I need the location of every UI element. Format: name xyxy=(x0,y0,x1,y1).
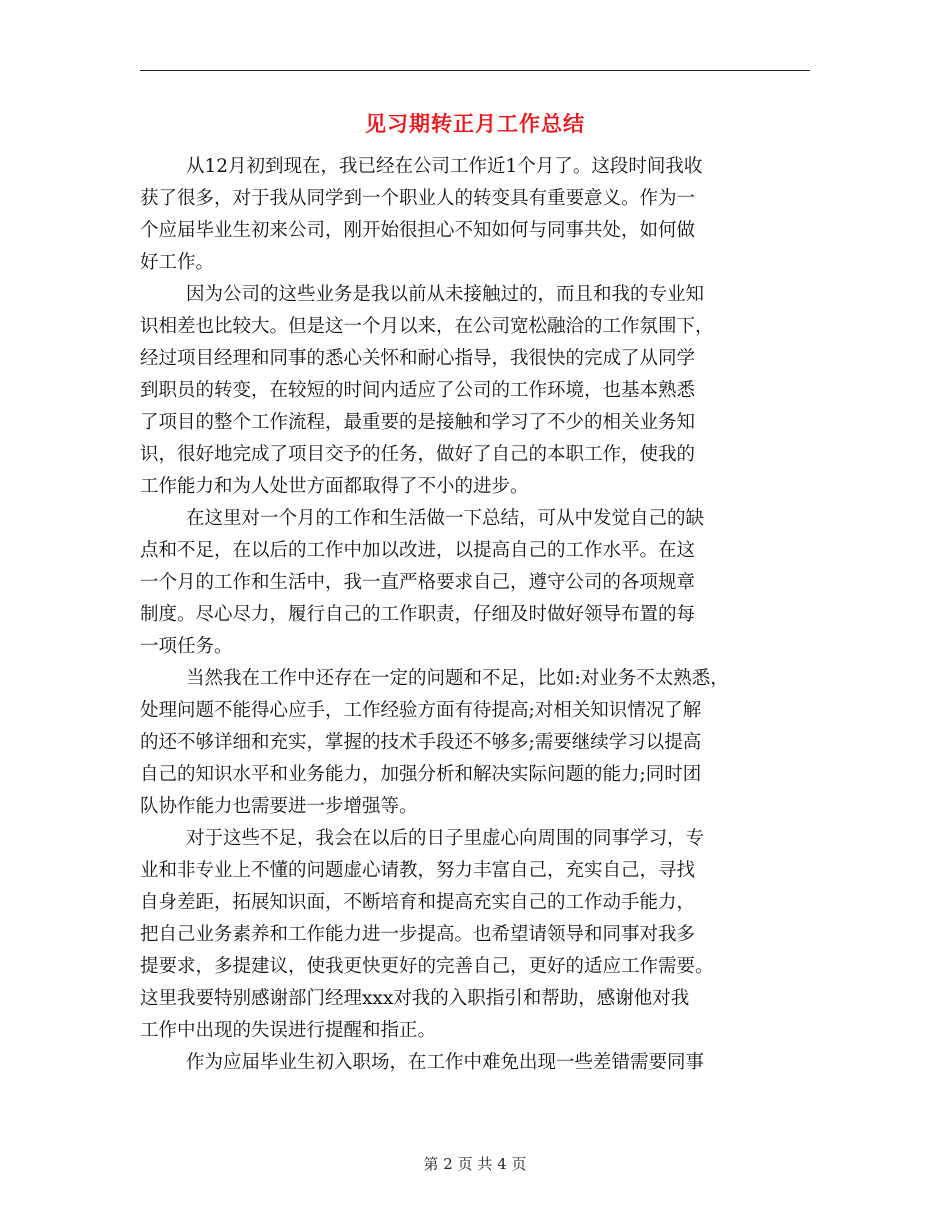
paragraph-5-line-6: 这里我要特别感谢部门经理xxx对我的入职指引和帮助，感谢他对我 xyxy=(140,988,690,1009)
page-footer: 第 2 页 共 4 页 xyxy=(423,1155,527,1173)
paragraph-1-line-3: 个应届毕业生初来公司，刚开始很担心不知如何与同事共处，如何做 xyxy=(140,220,696,241)
paragraph-2-line-5: 了项目的整个工作流程，最重要的是接触和学习了不少的相关业务知 xyxy=(140,412,696,433)
paragraph-5-line-5: 提要求，多提建议，使我更快更好的完善自己，更好的适应工作需要。 xyxy=(140,956,714,977)
paragraph-3-line-5: 一项任务。 xyxy=(140,636,233,657)
paragraph-5-line-7: 工作中出现的失误进行提醒和指正。 xyxy=(140,1020,437,1041)
paragraph-4-line-1: 当然我在工作中还存在一定的问题和不足，比如:对业务不太熟悉， xyxy=(186,668,729,689)
paragraph-2-line-6: 识，很好地完成了项目交予的任务，做好了自己的本职工作，使我的 xyxy=(140,444,696,465)
paragraph-5-line-1: 对于这些不足，我会在以后的日子里虚心向周围的同事学习，专 xyxy=(186,828,705,849)
paragraph-2-line-4: 到职员的转变，在较短的时间内适应了公司的工作环境，也基本熟悉 xyxy=(140,380,696,401)
paragraph-4-line-4: 自己的知识水平和业务能力，加强分析和解决实际问题的能力;同时团 xyxy=(140,764,702,785)
paragraph-5-line-3: 自身差距，拓展知识面，不断培育和提高充实自己的工作动手能力， xyxy=(140,892,696,913)
paragraph-2-line-2: 识相差也比较大。但是这一个月以来，在公司宽松融洽的工作氛围下， xyxy=(140,316,714,337)
paragraph-2-line-1: 因为公司的这些业务是我以前从未接触过的，而且和我的专业知 xyxy=(186,284,705,305)
paragraph-5-line-2: 业和非专业上不懂的问题虚心请教，努力丰富自己，充实自己，寻找 xyxy=(140,860,696,881)
paragraph-2-line-3: 经过项目经理和同事的悉心关怀和耐心指导，我很快的完成了从同学 xyxy=(140,348,696,369)
paragraph-3-line-3: 一个月的工作和生活中，我一直严格要求自己，遵守公司的各项规章 xyxy=(140,572,696,593)
paragraph-3-line-4: 制度。尽心尽力，履行自己的工作职责，仔细及时做好领导布置的每 xyxy=(140,604,696,625)
header-rule xyxy=(140,70,810,71)
paragraph-4-line-2: 处理问题不能得心应手，工作经验方面有待提高;对相关知识情况了解 xyxy=(140,700,702,721)
paragraph-2-line-7: 工作能力和为人处世方面都取得了不小的进步。 xyxy=(140,476,529,497)
document-body xyxy=(140,151,810,1079)
paragraph-6-line-1: 作为应届毕业生初入职场，在工作中难免出现一些差错需要同事 xyxy=(186,1052,705,1073)
paragraph-4-line-5: 队协作能力也需要进一步增强等。 xyxy=(140,796,418,817)
document-title: 见习期转正月工作总结 xyxy=(365,111,585,136)
paragraph-5-line-4: 把自己业务素养和工作能力进一步提高。也希望请领导和同事对我多 xyxy=(140,924,696,945)
paragraph-1-line-4: 好工作。 xyxy=(140,252,215,273)
paragraph-1-line-2: 获了很多，对于我从同学到一个职业人的转变具有重要意义。作为一 xyxy=(140,188,696,209)
paragraph-3-line-1: 在这里对一个月的工作和生活做一下总结，可从中发觉自己的缺 xyxy=(186,508,705,529)
paragraph-1-line-1: 从12月初到现在，我已经在公司工作近1个月了。这段时间我收 xyxy=(186,156,703,177)
paragraph-4-line-3: 的还不够详细和充实，掌握的技术手段还不够多;需要继续学习以提高 xyxy=(140,732,702,753)
paragraph-3-line-2: 点和不足，在以后的工作中加以改进，以提高自己的工作水平。在这 xyxy=(140,540,696,561)
